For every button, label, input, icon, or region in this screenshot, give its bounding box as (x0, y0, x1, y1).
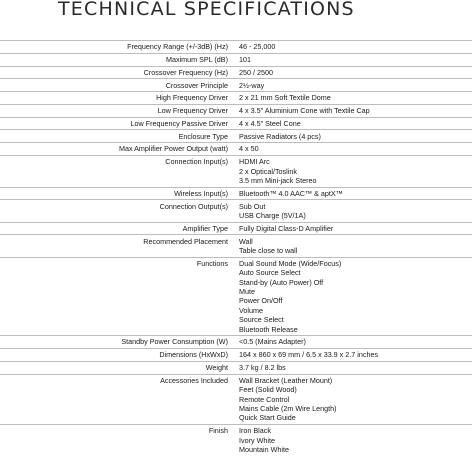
spec-row (0, 374, 472, 424)
spec-label: High Frequency Driver (156, 93, 228, 103)
spec-value (234, 54, 472, 66)
spec-value (234, 258, 472, 336)
spec-label: Crossover Principle (165, 80, 228, 90)
spec-label: Recommended Placement (143, 236, 228, 246)
spec-value (234, 143, 472, 155)
spec-value-line: Passive Radiators (4 pcs) (239, 131, 321, 141)
spec-label: Enclosure Type (178, 131, 228, 141)
spec-value-line: Mains Cable (2m Wire Length) (239, 403, 337, 413)
spec-value-line: 164 x 860 x 69 mm / 6.5 x 33.9 x 2.7 inches (239, 350, 379, 360)
spec-row (0, 222, 472, 235)
spec-value-line: 2½-way (239, 80, 265, 90)
spec-label: Amplifier Type (182, 223, 228, 233)
spec-value-line: Sub Out (239, 201, 266, 211)
spec-value-line: Table close to wall (239, 245, 298, 255)
spec-row (0, 424, 472, 456)
spec-value (234, 362, 472, 374)
spec-value-line: Bluetooth™ 4.0 AAC™ & aptX™ (239, 188, 343, 198)
spec-value-line: HDMI Arc (239, 157, 270, 167)
spec-label: Weight (205, 362, 228, 372)
spec-row (0, 53, 472, 66)
spec-label: Maximum SPL (dB) (165, 54, 228, 64)
spec-value (234, 336, 472, 348)
spec-row (0, 104, 472, 117)
spec-label: Finish (208, 426, 228, 436)
spec-value-line: 2 x 21 mm Soft Textile Dome (239, 93, 331, 103)
spec-value-line: <0.5 (Mains Adapter) (239, 337, 306, 347)
spec-row (0, 257, 472, 336)
spec-value-line: 3.7 kg / 8.2 lbs (239, 362, 286, 372)
spec-label: Functions (196, 258, 228, 268)
spec-value-line: Power On/Off (239, 296, 283, 306)
spec-value-line: Bluetooth Release (239, 324, 298, 334)
spec-row (0, 335, 472, 348)
spec-value (234, 118, 472, 130)
spec-value (234, 156, 472, 187)
spec-value-line: Wall Bracket (Leather Mount) (239, 375, 333, 385)
spec-row (0, 66, 472, 79)
spec-row (0, 117, 472, 130)
spec-label: Low Frequency Passive Driver (130, 118, 228, 128)
spec-label: Low Frequency Driver (157, 106, 228, 116)
spec-row (0, 234, 472, 256)
spec-value-line: 3.5 mm Mini-jack Stereo (239, 176, 317, 186)
spec-value-line: 101 (239, 54, 251, 64)
spec-value-line: Remote Control (239, 394, 290, 404)
spec-row (0, 155, 472, 187)
spec-label: Accessories Included (160, 375, 228, 385)
spec-row (0, 199, 472, 221)
spec-label: Connection Input(s) (165, 157, 228, 167)
spec-label: Standby Power Consumption (W) (121, 337, 228, 347)
spec-value (234, 105, 472, 117)
spec-row (0, 91, 472, 104)
spec-value (234, 375, 472, 424)
spec-value (234, 41, 472, 53)
spec-label: Max Amplifier Power Output (watt) (118, 144, 228, 154)
spec-value-line: USB Charge (5V/1A) (239, 211, 306, 220)
spec-value (234, 425, 472, 456)
spec-row (0, 78, 472, 91)
spec-value-line: Quick Start Guide (239, 413, 296, 423)
spec-label: Frequency Range (+/-3dB) (Hz) (127, 42, 228, 52)
page-title: TECHNICAL SPECIFICATIONS (58, 0, 355, 20)
spec-value-line: Stand-by (Auto Power) Off (239, 277, 324, 287)
spec-value (234, 67, 472, 79)
spec-value (234, 188, 472, 200)
spec-value-line: Wall (239, 236, 253, 246)
spec-value (234, 79, 472, 91)
spec-value (234, 349, 472, 361)
spec-label: Wireless Input(s) (174, 188, 228, 198)
spec-label: Crossover Frequency (Hz) (143, 67, 228, 77)
spec-value-line: Mute (239, 286, 255, 296)
spec-row (0, 40, 472, 53)
spec-value (234, 235, 472, 256)
spec-label: Dimensions (HxWxD) (159, 350, 228, 360)
spec-value-line: Ivory White (239, 435, 275, 445)
spec-value (234, 200, 472, 221)
spec-value-line: Volume (239, 305, 263, 315)
spec-value-line: 46 - 25,000 (239, 42, 276, 52)
spec-value-line: Mountain White (239, 444, 289, 454)
spec-value-line: Source Select (239, 315, 284, 325)
specifications-table (0, 40, 472, 456)
spec-label: Connection Output(s) (159, 201, 228, 211)
spec-row (0, 187, 472, 200)
spec-row (0, 361, 472, 374)
spec-row (0, 129, 472, 142)
spec-row (0, 348, 472, 361)
spec-value (234, 130, 472, 142)
spec-value-line: 250 / 2500 (239, 67, 273, 77)
spec-value-line: Iron Black (239, 426, 271, 436)
spec-value-line: 4 x 3.5" Aluminium Cone with Textile Cap (239, 106, 370, 116)
spec-value-line: 2 x Optical/Toslink (239, 166, 297, 176)
spec-value-line: 4 x 4.5" Steel Cone (239, 118, 301, 128)
spec-value-line: Fully Digital Class-D Amplifier (239, 223, 334, 233)
spec-value-line: Feet (Solid Wood) (239, 385, 297, 395)
spec-value-line: 4 x 50 (239, 144, 259, 154)
spec-value-line: Dual Sound Mode (Wide/Focus) (239, 258, 342, 268)
spec-value (234, 92, 472, 104)
spec-value (234, 223, 472, 235)
spec-value-line: Auto Source Select (239, 268, 301, 278)
spec-row (0, 142, 472, 155)
